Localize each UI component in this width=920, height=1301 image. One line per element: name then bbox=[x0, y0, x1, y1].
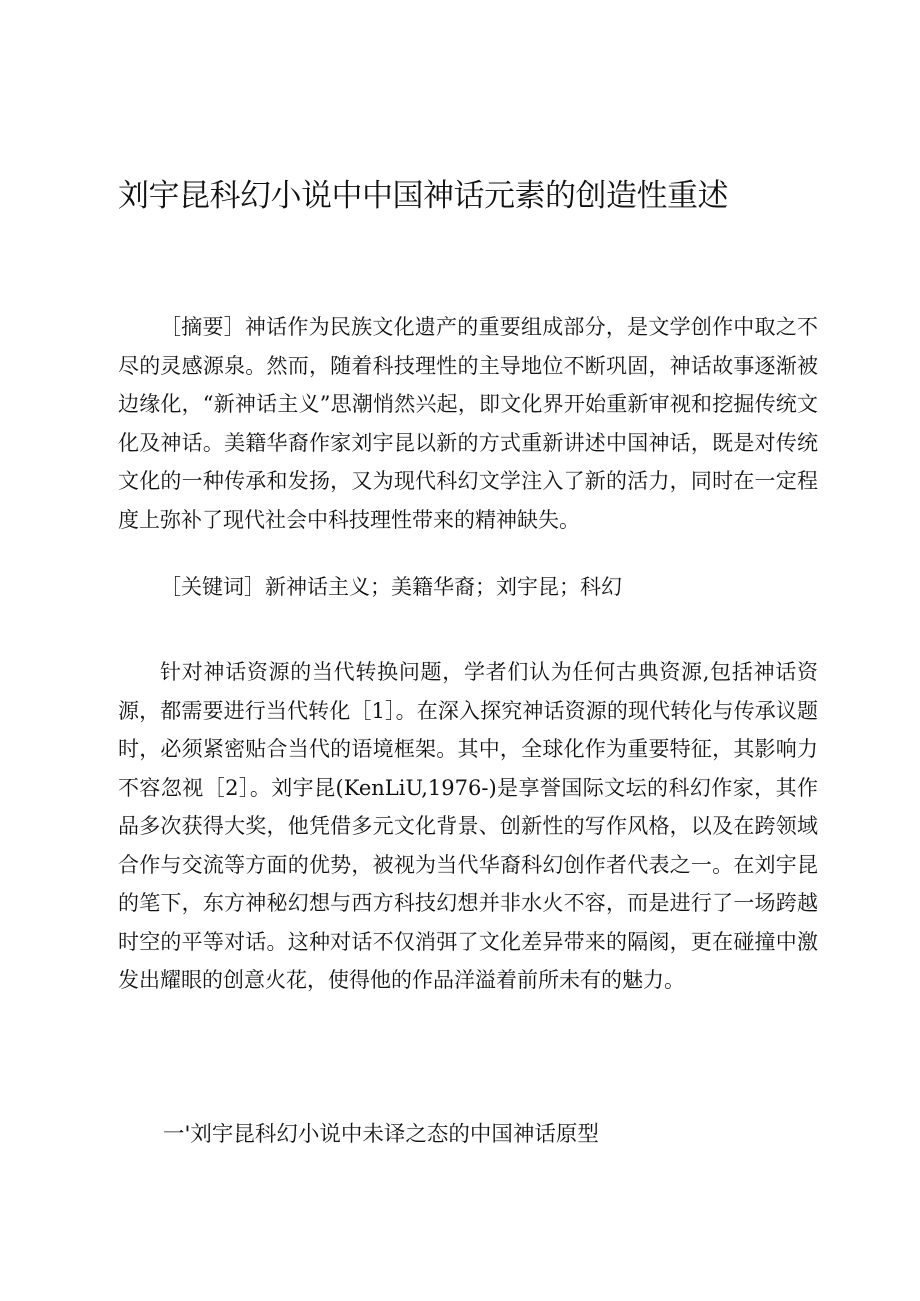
abstract-paragraph: ［摘要］神话作为民族文化遗产的重要组成部分，是文学创作中取之不尽的灵感源泉。然而，随着科技理性的主导地位不断巩固，神话故事逐渐被边缘化，“新神话主义”思潮悄然兴起，即文化界开始重新审视和挖掘传统文化及神话。美籍华裔作家刘宇昆以新的方式重新讲述中国神话，既是对传统文化的一种传承和发扬，又为现代科幻文学注入了新的活力，同时在一定程度上弥补了现代社会中科技理性带来的精神缺失。 bbox=[118, 315, 818, 532]
body-paragraph: 针对神话资源的当代转换问题，学者们认为任何古典资源,包括神话资源，都需要进行当代转化［1］。在深入探究神话资源的现代转化与传承议题时，必须紧密贴合当代的语境框架。其中，全球化作为重要特征，其影响力不容忽视［2］。刘宇昆(KenLiU,1976-)是享誉国际文坛的科幻作家，其作品多次获得大奖，他凭借多元文化背景、创新性的写作风格，以及在跨领域合作与交流等方面的优势，被视为当代华裔科幻创作者代表之一。在刘宇昆的笔下，东方神秘幻想与西方科技幻想并非水火不容，而是进行了一场跨越时空的平等对话。这种对话不仅消弭了文化差异带来的隔阂，更在碰撞中激发出耀眼的创意火花，使得他的作品洋溢着前所未有的魅力。 bbox=[118, 660, 818, 992]
document-title: 刘宇昆科幻小说中中国神话元素的创造性重述 bbox=[118, 178, 728, 214]
section-heading: 一'刘宇昆科幻小说中未译之态的中国神话原型 bbox=[163, 1122, 599, 1147]
keywords-paragraph: ［关键词］新神话主义；美籍华裔；刘宇昆；科幻 bbox=[160, 575, 622, 599]
